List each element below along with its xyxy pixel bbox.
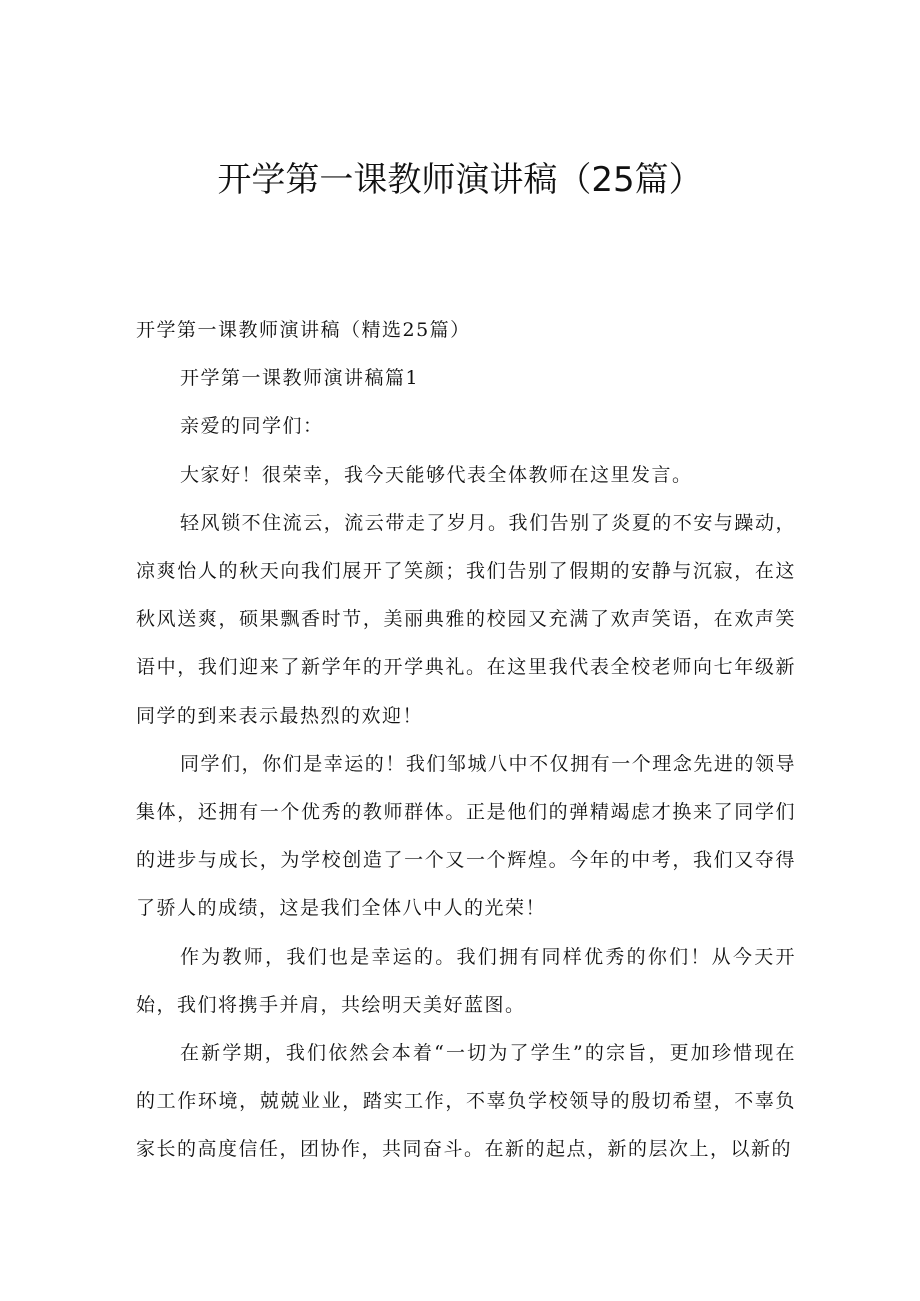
paragraph-5: 在新学期，我们依然会本着“一切为了学生”的宗旨，更加珍惜现在的工作环境，兢兢业业，踏实工作，不辜负学校领导的殷切希望，不辜负家长的高度信任，团协作，共同奋斗。在新的起点，新的层次上，以新的	[136, 1042, 796, 1161]
document-subtitle: 开学第一课教师演讲稿（精选25篇）	[136, 319, 471, 341]
document-body	[136, 306, 796, 1174]
document-title: 开学第一课教师演讲稿（25篇）	[217, 160, 703, 200]
paragraph-3: 同学们，你们是幸运的！我们邹城八中不仅拥有一个理念先进的领导集体，还拥有一个优秀的教师群体。正是他们的弹精竭虑才换来了同学们的进步与成长，为学校创造了一个又一个辉煌。今年的中考，我们又夺得了骄人的成绩，这是我们全体八中人的光荣！	[136, 752, 796, 920]
paragraph-4: 作为教师，我们也是幸运的。我们拥有同样优秀的你们！从今天开始，我们将携手并肩，共绘明天美好蓝图。	[136, 945, 796, 1016]
salutation: 亲爱的同学们：	[180, 415, 324, 438]
section-heading: 开学第一课教师演讲稿篇1	[180, 367, 420, 390]
paragraph-1: 大家好！很荣幸，我今天能够代表全体教师在这里发言。	[180, 463, 693, 486]
paragraph-2: 轻风锁不住流云，流云带走了岁月。我们告别了炎夏的不安与躁动，凉爽怡人的秋天向我们展开了笑颜；我们告别了假期的安静与沉寂，在这秋风送爽，硕果飘香时节，美丽典雅的校园又充满了欢声笑语，在欢声笑语中，我们迎来了新学年的开学典礼。在这里我代表全校老师向七年级新同学的到来表示最热烈的欢迎！	[136, 511, 796, 727]
